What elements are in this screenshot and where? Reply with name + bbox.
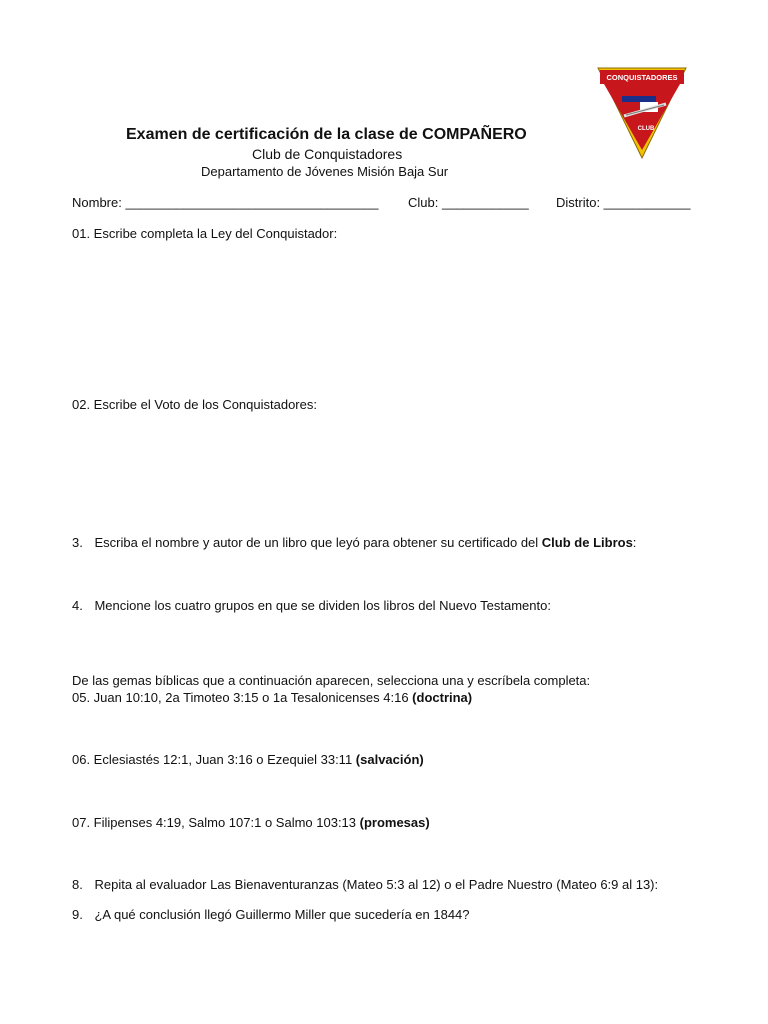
page-subtitle: Club de Conquistadores: [252, 146, 403, 162]
question-3-text: Escriba el nombre y autor de un libro que leyó para obtener su certificado del: [94, 535, 542, 550]
question-3: [72, 535, 636, 550]
page-title: Examen de certificación de la clase de COMPAÑERO: [126, 126, 527, 143]
club-field[interactable]: [408, 195, 529, 210]
district-blank[interactable]: ____________: [603, 195, 691, 210]
question-9-number: 9.: [72, 907, 83, 922]
name-label: Nombre:: [72, 195, 126, 210]
question-8-text: Repita al evaluador Las Bienaventuranzas (Mateo 5:3 al 12) o el Padre Nuestro (Mateo 6:9 al 13):: [94, 877, 659, 892]
district-label: Distrito:: [556, 195, 604, 210]
question-06: [72, 752, 424, 767]
conquistadores-club-logo: [596, 66, 688, 160]
question-06-bold: (salvación): [355, 752, 424, 767]
question-9-text: ¿A qué conclusión llegó Guillermo Miller que sucedería en 1844?: [94, 907, 470, 922]
question-05: [72, 690, 472, 705]
name-blank[interactable]: ___________________________________: [125, 195, 379, 210]
question-3-end: :: [632, 535, 637, 550]
logo-top-text: CONQUISTADORES: [606, 73, 678, 82]
question-07-text: 07. Filipenses 4:19, Salmo 107:1 o Salmo 103:13: [72, 815, 360, 830]
question-07: [72, 815, 430, 830]
name-field[interactable]: [72, 195, 379, 210]
club-label: Club:: [408, 195, 442, 210]
district-field[interactable]: [556, 195, 690, 210]
question-3-bold: Club de Libros: [541, 535, 633, 550]
question-3-number: 3.: [72, 535, 83, 550]
question-4: [72, 598, 551, 613]
question-06-text: 06. Eclesiastés 12:1, Juan 3:16 o Ezequiel 33:11: [72, 752, 356, 767]
question-01: 01. Escribe completa la Ley del Conquistador:: [72, 226, 338, 241]
question-9: [72, 907, 470, 922]
department-line: Departamento de Jóvenes Misión Baja Sur: [201, 164, 449, 179]
question-05-bold: (doctrina): [412, 690, 473, 705]
question-07-bold: (promesas): [359, 815, 430, 830]
question-4-text: Mencione los cuatro grupos en que se dividen los libros del Nuevo Testamento:: [94, 598, 551, 613]
gems-intro: De las gemas bíblicas que a continuación aparecen, selecciona una y escríbela completa:: [72, 673, 591, 688]
club-blank[interactable]: ____________: [441, 195, 529, 210]
question-8-number: 8.: [72, 877, 83, 892]
question-05-text: 05. Juan 10:10, 2a Timoteo 3:15 o 1a Tesalonicenses 4:16: [72, 690, 413, 705]
logo-bottom-text: CLUB: [637, 126, 655, 132]
question-4-number: 4.: [72, 598, 83, 613]
question-8: [72, 877, 658, 892]
question-02: 02. Escribe el Voto de los Conquistadores:: [72, 397, 317, 412]
